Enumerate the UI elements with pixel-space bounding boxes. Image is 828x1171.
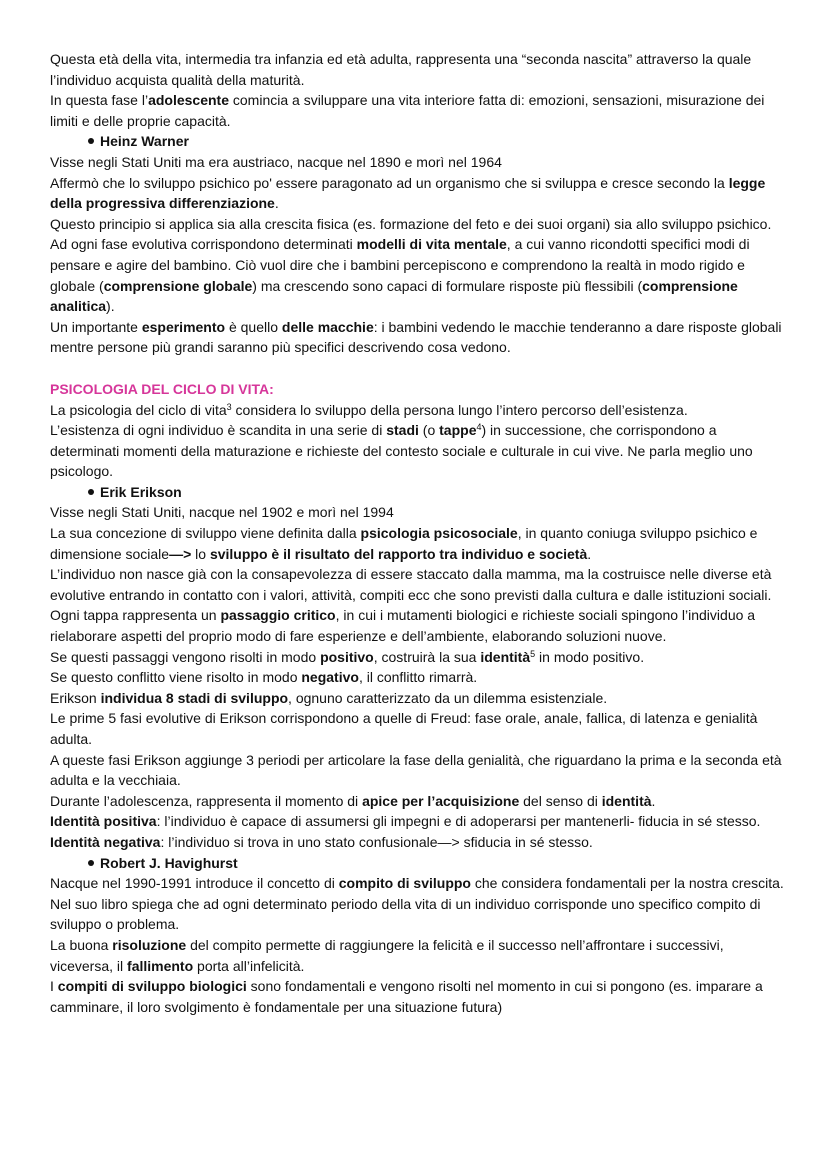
footnote-ref: 5 <box>530 648 536 659</box>
paragraph: A queste fasi Erikson aggiunge 3 periodi per articolare la fase della genialità, che riguardano la prima e la seconda età adulta e la vecchiaia. <box>50 751 782 789</box>
paragraph: La buona risoluzione del compito permette di raggiungere la felicità e il successo nell’affrontare i successivi, viceversa, il fallimento porta all’infelicità. <box>50 936 724 974</box>
paragraph: Visse negli Stati Uniti ma era austriaco, nacque nel 1890 e morì nel 1964 <box>50 153 502 170</box>
section-title: PSICOLOGIA DEL CICLO DI VITA: <box>50 380 274 397</box>
paragraph: Erikson individua 8 stadi di sviluppo, ognuno caratterizzato da un dilemma esistenziale. <box>50 689 608 706</box>
paragraph: Questa età della vita, intermedia tra infanzia ed età adulta, rappresenta una “seconda nascita” attraverso la quale l’individuo acquista qualità della maturità. <box>50 51 752 88</box>
paragraph: La psicologia del ciclo di vita$^3$ considera lo sviluppo della persona lungo l’intero percorso dell’esistenza. <box>50 401 688 418</box>
paragraph: Affermò che lo sviluppo psichico po' essere paragonato ad un organismo che si sviluppa e cresce secondo la legge della progressiva differenziazione. <box>50 174 766 212</box>
bullet-dot <box>88 860 94 866</box>
paragraph: Visse negli Stati Uniti, nacque nel 1902 e morì nel 1994 <box>50 504 394 521</box>
paragraph: Se questo conflitto viene risolto in modo negativo, il conflitto rimarrà. <box>50 669 478 686</box>
bullet-dot <box>88 138 94 144</box>
bullet-robert-havighurst: Robert J. Havighurst <box>50 853 788 874</box>
bullet-erik-erikson: Erik Erikson <box>50 482 788 503</box>
footnote-ref: 3 <box>226 401 232 412</box>
bullet-heinz-warner: Heinz Warner <box>50 131 788 152</box>
paragraph: I compiti di sviluppo biologici sono fondamentali e vengono risolti nel momento in cui si pongono (es. imparare a camminare, il loro svolgimento è fondamentale per una situazione futura) <box>50 978 763 1015</box>
paragraph: Identità positiva: l’individuo è capace di assumersi gli impegni e di adoperarsi per mantenerli- fiducia in sé stesso. <box>50 813 761 830</box>
paragraph: La sua concezione di sviluppo viene definita dalla psicologia psicosociale, in quanto coniuga sviluppo psichico e dimensione sociale—> lo sviluppo è il risultato del rapporto tra individuo e società. <box>50 525 758 562</box>
paragraph: Le prime 5 fasi evolutive di Erikson corrispondono a quelle di Freud: fase orale, anale, fallica, di latenza e genialità adulta. <box>50 710 758 747</box>
paragraph: Ad ogni fase evolutiva corrispondono determinati modelli di vita mentale, a cui vanno ricondotti specifici modi di pensare e agire del bambino. Ciò vuol dire che i bambini percepiscono e comprendono la realtà in modo rigido e globale (comprensione globale) ma crescendo sono capaci di formulare risposte più flessibili (comprensione analitica). <box>50 236 750 315</box>
paragraph: Nacque nel 1990-1991 introduce il concetto di compito di sviluppo che considera fondamentali per la nostra crescita. <box>50 875 784 892</box>
paragraph: Questo principio si applica sia alla crescita fisica (es. formazione del feto e dei suoi organi) sia allo sviluppo psichico. <box>50 215 772 232</box>
paragraph: Ogni tappa rappresenta un passaggio critico, in cui i mutamenti biologici e richieste sociali spingono l’individuo a rielaborare aspetti del proprio modo di fare esperienze e dell’ambiente, elaborando soluzioni nuove. <box>50 607 756 645</box>
paragraph: Durante l’adolescenza, rappresenta il momento di apice per l’acquisizione del senso di identità. <box>50 792 656 809</box>
footnote-ref: 4 <box>476 422 482 433</box>
paragraph: In questa fase l’adolescente comincia a sviluppare una vita interiore fatta di: emozioni, sensazioni, misurazione dei limiti e delle proprie capacità. <box>50 92 765 129</box>
paragraph: Se questi passaggi vengono risolti in modo positivo, costruirà la sua identità$^5$ in modo positivo. <box>50 648 645 665</box>
paragraph: L’individuo non nasce già con la consapevolezza di essere staccato dalla mamma, ma la costruisce nelle diverse età evolutive entrando in contatto con i valori, attività, compiti ecc che sono previsti dalla cultura e dalle istituzioni sociali. <box>50 566 772 603</box>
paragraph: Nel suo libro spiega che ad ogni determinato periodo della vita di un individuo corrisponde uno specifico compito di sviluppo o problema. <box>50 895 761 933</box>
paragraph: Identità negativa: l’individuo si trova in uno stato confusionale—> sfiducia in sé stesso. <box>50 833 593 850</box>
paragraph: L’esistenza di ogni individuo è scandita in una serie di stadi (o tappe$^4$) in successione, che corrispondono a determinati momenti della maturazione e richieste del contesto sociale e culturale in cui vive. Ne parla meglio uno psicologo. <box>50 422 753 480</box>
paragraph: Un importante esperimento è quello delle macchie: i bambini vedendo le macchie tenderanno a dare risposte globali mentre persone più grandi saranno più specifici descrivendo cosa vedono. <box>50 318 782 356</box>
bullet-dot <box>88 489 94 495</box>
